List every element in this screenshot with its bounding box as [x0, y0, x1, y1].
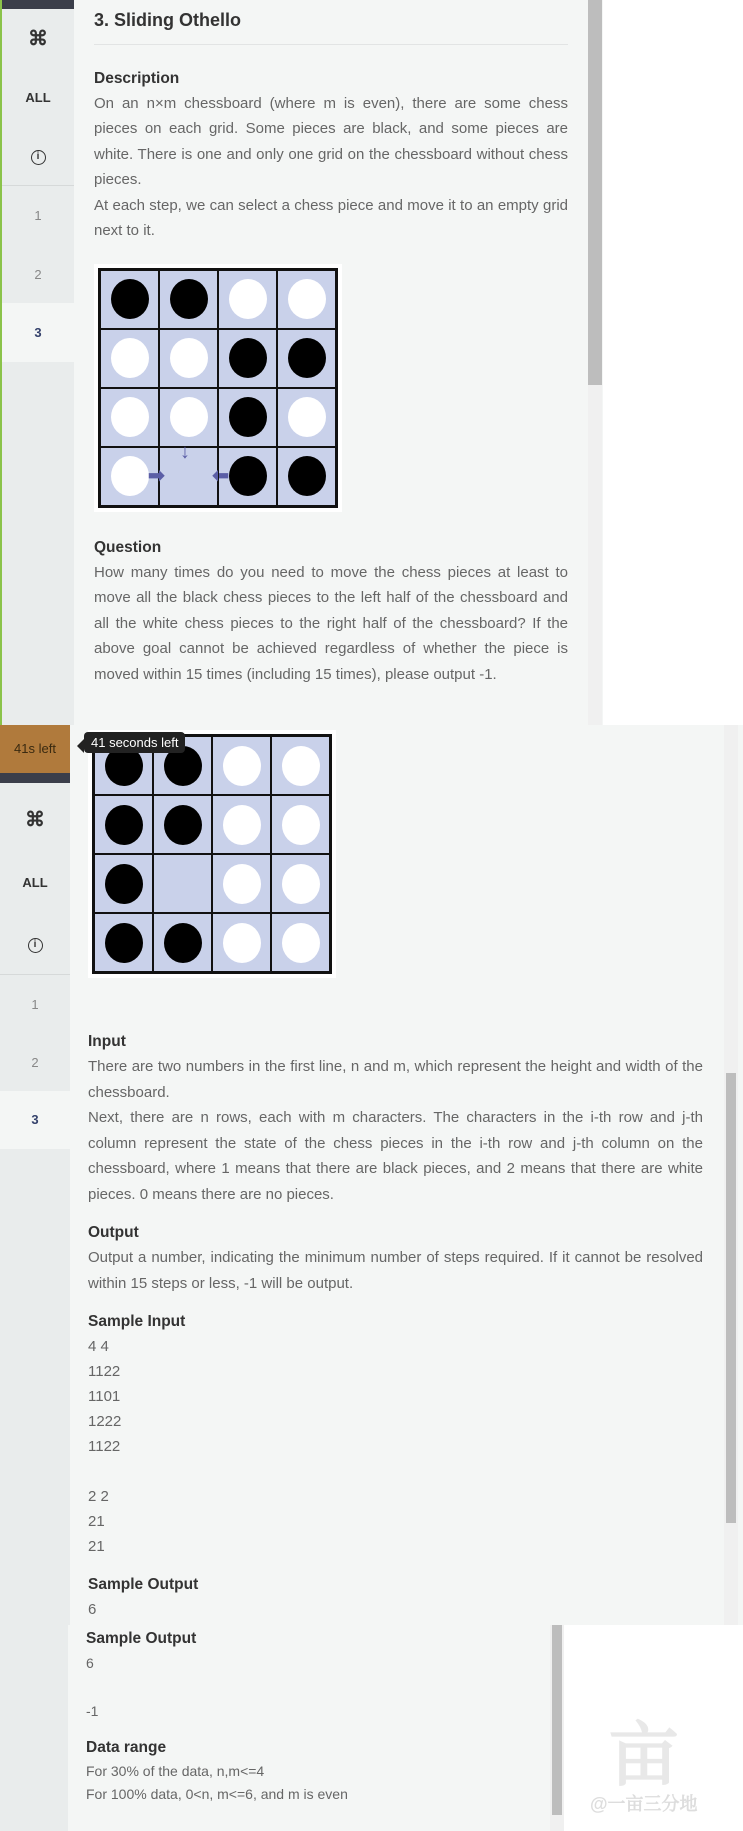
white-piece	[223, 746, 261, 786]
top-bar	[2, 0, 74, 9]
scrollbar[interactable]	[550, 1625, 564, 1831]
screenshot-panel-2	[0, 725, 743, 1625]
white-piece	[170, 338, 208, 378]
board-cell	[271, 736, 330, 795]
board-cell	[148, 440, 229, 506]
description-text-1: On an n×m chessboard (where m is even), there are some chess pieces on each grid. Some pieces are black, and some pieces are white. There is one and only one grid on the chessboard without chess pieces.	[94, 94, 568, 188]
black-piece	[105, 923, 143, 963]
problem-content	[94, 8, 568, 687]
scrollbar-thumb[interactable]	[588, 0, 602, 385]
board-cell	[153, 854, 212, 913]
data-range-1: For 30% of the data, n,m<=4	[86, 1763, 265, 1779]
watermark-text: @一亩三分地	[590, 1794, 698, 1814]
timer-tooltip: 41 seconds left	[84, 732, 185, 753]
sidebar-item-3[interactable]: 3	[0, 1091, 70, 1149]
question-heading: Question	[94, 538, 162, 556]
sidebar-item-3[interactable]: 3	[2, 303, 74, 362]
top-bar	[0, 773, 70, 783]
sample-input	[88, 1334, 703, 1559]
white-piece	[282, 746, 320, 786]
white-piece	[111, 456, 149, 496]
black-piece	[164, 923, 202, 963]
board-cell	[100, 270, 159, 329]
sample-output-heading: Sample Output	[88, 1576, 199, 1593]
board-cell	[100, 329, 159, 388]
board-cell	[271, 795, 330, 854]
divider	[0, 974, 70, 975]
black-piece	[288, 338, 326, 378]
black-piece	[288, 456, 326, 496]
board-cell	[94, 913, 153, 972]
board-cell	[212, 795, 271, 854]
black-piece	[164, 805, 202, 845]
chessboard-1	[98, 268, 338, 508]
board-cell	[212, 736, 271, 795]
sample-input-line: 2 2	[88, 1488, 109, 1505]
input-text-2: Next, there are n rows, each with m characters. The characters in the i-th row and j-th column represent the state of the chess pieces in the i-th row and j-th column on the chessboard, where 1 means that there are black pieces, and 2 means that there are white pieces. 0 means there are no pieces.	[88, 1109, 703, 1203]
white-piece	[111, 338, 149, 378]
input-text-1: There are two numbers in the first line, n and m, which represent the height and width of the chessboard.	[88, 1058, 703, 1101]
board-figure-1	[94, 264, 342, 512]
move-arrow-icon: ↓	[180, 440, 190, 463]
sample-input-line: 1101	[88, 1388, 121, 1405]
info-icon[interactable]	[2, 147, 74, 165]
timer-badge: 41s left	[0, 725, 70, 773]
white-piece	[223, 864, 261, 904]
white-piece	[229, 279, 267, 319]
white-piece	[170, 397, 208, 437]
data-range-heading: Data range	[86, 1739, 167, 1756]
board-cell	[277, 329, 336, 388]
sample-input-line: 21	[88, 1538, 105, 1555]
output-heading: Output	[88, 1224, 139, 1241]
watermark	[590, 1716, 698, 1816]
black-piece	[229, 397, 267, 437]
board-cell	[94, 854, 153, 913]
board-figure-2	[88, 730, 336, 978]
sidebar-item-2[interactable]: 2	[31, 1055, 39, 1070]
board-cell	[218, 329, 277, 388]
black-piece	[229, 456, 267, 496]
black-piece	[111, 279, 149, 319]
sample-input-line: 21	[88, 1513, 105, 1530]
white-piece	[282, 923, 320, 963]
sample-input-line: 4 4	[88, 1338, 109, 1355]
tooltip-arrow	[77, 739, 84, 753]
white-piece	[288, 279, 326, 319]
input-heading: Input	[88, 1033, 126, 1050]
info-icon[interactable]	[0, 935, 70, 953]
sample-output-2: -1	[86, 1703, 99, 1719]
problem-content	[88, 730, 703, 1622]
question-text: How many times do you need to move the chess pieces at least to move all the black chess pieces to the left half of the chessboard and all the white chess pieces to the right half of the chessboard? If the above goal cannot be achieved regardless of whether the piece is moved within 15 times (including 15 times), please output -1.	[94, 563, 568, 683]
board-cell	[94, 795, 153, 854]
sidebar	[0, 725, 70, 1625]
board-cell	[271, 913, 330, 972]
board-cell	[212, 854, 271, 913]
white-piece	[288, 397, 326, 437]
scrollbar-thumb[interactable]	[552, 1625, 562, 1815]
output-text: Output a number, indicating the minimum number of steps required. If it cannot be resolved within 15 steps or less, -1 will be output.	[88, 1249, 703, 1292]
sample-output-blank	[86, 1676, 546, 1699]
move-arrow-icon: ⬅	[212, 464, 229, 487]
description-heading: Description	[94, 69, 180, 87]
data-range-2: For 100% data, 0<n, m<=6, and m is even	[86, 1786, 348, 1802]
board-cell	[277, 270, 336, 329]
board-cell	[218, 388, 277, 447]
divider	[2, 185, 74, 186]
sample-input-line: 1122	[88, 1363, 121, 1380]
problem-content	[86, 1625, 546, 1806]
scrollbar[interactable]	[588, 0, 602, 725]
black-piece	[170, 279, 208, 319]
black-piece	[229, 338, 267, 378]
watermark-logo: 亩	[608, 1716, 679, 1794]
sidebar-item-1[interactable]: 1	[34, 208, 42, 223]
sidebar-item-1[interactable]: 1	[31, 997, 39, 1012]
sidebar	[0, 1625, 68, 1831]
info-glyph: i	[28, 938, 43, 953]
white-piece	[223, 923, 261, 963]
white-piece	[282, 805, 320, 845]
sample-output-1: 6	[86, 1655, 94, 1671]
board-cell	[159, 388, 218, 447]
scrollbar-thumb[interactable]	[726, 1073, 736, 1523]
board-cell	[153, 913, 212, 972]
screenshot-panel-1	[0, 0, 603, 725]
board-cell	[212, 913, 271, 972]
board-cell	[153, 795, 212, 854]
sample-input-heading: Sample Input	[88, 1313, 186, 1330]
sample-output-heading: Sample Output	[86, 1630, 197, 1647]
chessboard-2	[92, 734, 332, 974]
shortcut-icon[interactable]: ⌘	[28, 28, 48, 50]
shortcut-icon[interactable]: ⌘	[25, 809, 45, 831]
sidebar	[0, 0, 74, 725]
board-cell	[100, 388, 159, 447]
scrollbar[interactable]	[724, 725, 738, 1625]
board-cell	[277, 447, 336, 506]
screenshot-panel-3	[0, 1625, 743, 1831]
sample-input-line: 1222	[88, 1413, 122, 1430]
board-cell	[277, 388, 336, 447]
white-piece	[282, 864, 320, 904]
description-text-2: At each step, we can select a chess piece and move it to an empty grid next to it.	[94, 196, 568, 239]
white-piece	[223, 805, 261, 845]
sample-input-line	[88, 1459, 703, 1484]
board-cell	[271, 854, 330, 913]
sample-output-first: 6	[88, 1601, 97, 1618]
sidebar-item-all[interactable]: ALL	[25, 90, 51, 105]
sidebar-item-2[interactable]: 2	[34, 267, 42, 282]
move-arrow-icon: ➡	[148, 464, 165, 487]
white-piece	[111, 397, 149, 437]
page-title: 3. Sliding Othello	[94, 8, 568, 45]
board-cell	[218, 447, 277, 506]
board-cell	[218, 270, 277, 329]
sidebar-item-all[interactable]: ALL	[22, 875, 48, 890]
sample-input-line: 1122	[88, 1438, 121, 1455]
black-piece	[105, 864, 143, 904]
board-cell	[159, 270, 218, 329]
info-glyph: i	[31, 150, 46, 165]
black-piece	[105, 805, 143, 845]
board-cell	[159, 329, 218, 388]
